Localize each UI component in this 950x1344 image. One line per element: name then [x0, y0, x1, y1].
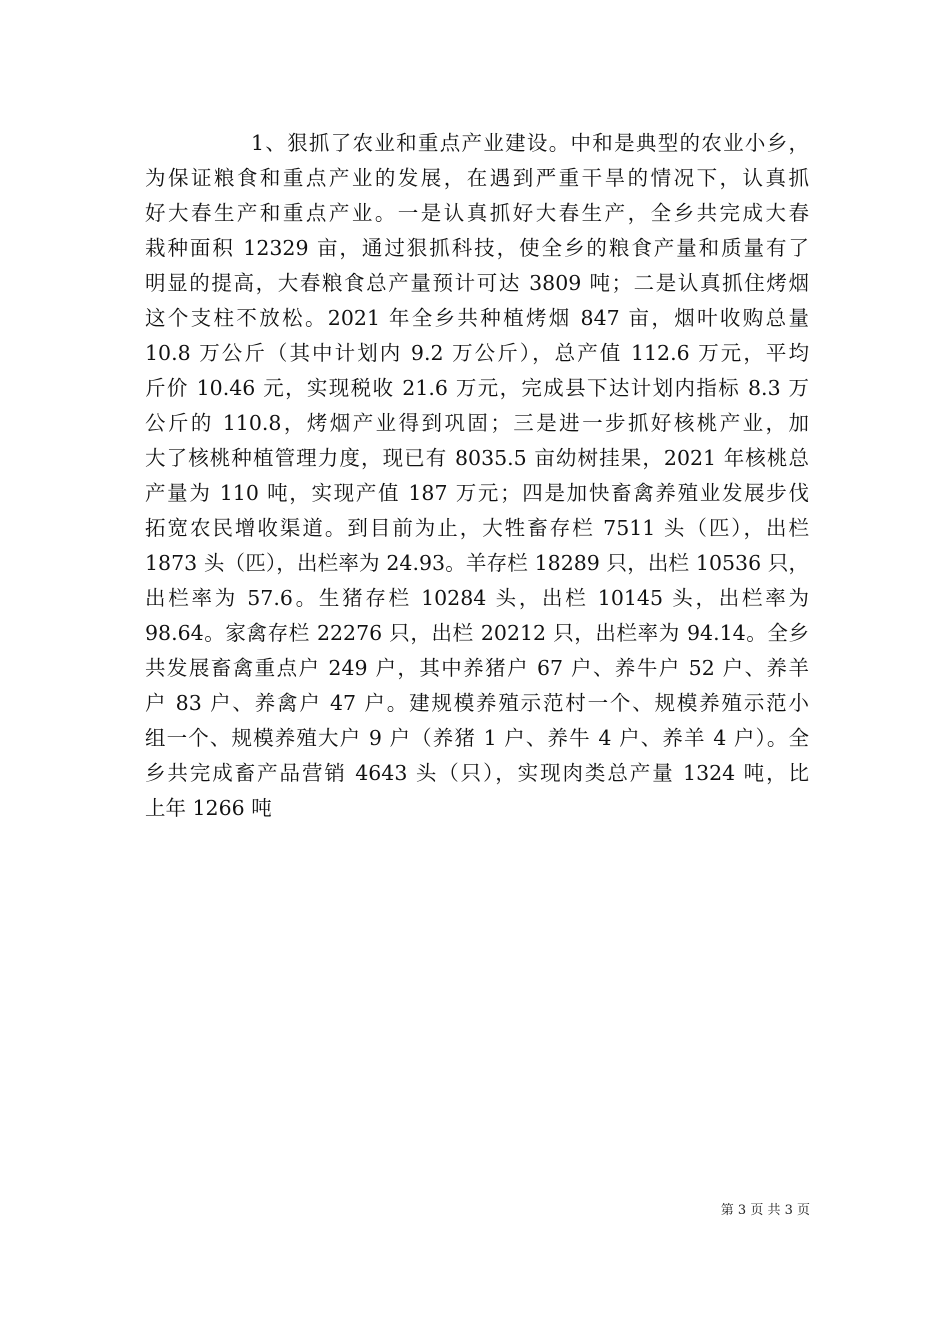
paragraph-line: 明显的提高，大春粮食总产量预计可达 3809 吨；二是认真抓住烤烟	[145, 271, 809, 295]
paragraph-line: 这个支柱不放松。2021 年全乡共种植烤烟 847 亩，烟叶收购总量	[145, 306, 809, 330]
paragraph-line: 公斤的 110.8，烤烟产业得到巩固；三是进一步抓好核桃产业，加	[145, 411, 809, 435]
paragraph-line: 为保证粮食和重点产业的发展，在遇到严重干旱的情况下，认真抓	[145, 166, 809, 190]
paragraph-line: 产量为 110 吨，实现产值 187 万元；四是加快畜禽养殖业发展步伐	[145, 481, 809, 505]
page-number: 第 3 页 共 3 页	[720, 1203, 810, 1218]
paragraph-line: 10.8 万公斤（其中计划内 9.2 万公斤），总产值 112.6 万元，平均	[145, 341, 809, 365]
paragraph-line: 大了核桃种植管理力度，现已有 8035.5 亩幼树挂果，2021 年核桃总	[145, 446, 809, 470]
paragraph-line: 1873 头（匹），出栏率为 24.93。羊存栏 18289 只，出栏 10536 只，	[145, 551, 809, 575]
paragraph-line: 栽种面积 12329 亩，通过狠抓科技，使全乡的粮食产量和质量有了	[145, 236, 809, 260]
paragraph-line: 共发展畜禽重点户 249 户，其中养猪户 67 户、养牛户 52 户、养羊	[145, 656, 809, 680]
paragraph-line: 98.64。家禽存栏 22276 只，出栏 20212 只，出栏率为 94.14。全乡	[145, 621, 809, 645]
paragraph-line: 斤价 10.46 元，实现税收 21.6 万元，完成县下达计划内指标 8.3 万	[145, 376, 809, 400]
paragraph-line: 拓宽农民增收渠道。到目前为止，大牲畜存栏 7511 头（匹），出栏	[145, 516, 809, 540]
paragraph-line: 组一个、规模养殖大户 9 户（养猪 1 户、养牛 4 户、养羊 4 户）。全	[145, 726, 809, 750]
paragraph-line: 好大春生产和重点产业。一是认真抓好大春生产，全乡共完成大春	[145, 201, 809, 225]
paragraph-line: 户 83 户、养禽户 47 户。建规模养殖示范村一个、规模养殖示范小	[145, 691, 809, 715]
body-paragraph	[145, 126, 809, 826]
paragraph-line: 乡共完成畜产品营销 4643 头（只），实现肉类总产量 1324 吨，比	[145, 761, 809, 785]
paragraph-line: 出栏率为 57.6。生猪存栏 10284 头，出栏 10145 头，出栏率为	[145, 586, 809, 610]
paragraph-line: 上年 1266 吨	[145, 796, 272, 820]
paragraph-line: 1、狠抓了农业和重点产业建设。中和是典型的农业小乡，	[251, 131, 809, 155]
